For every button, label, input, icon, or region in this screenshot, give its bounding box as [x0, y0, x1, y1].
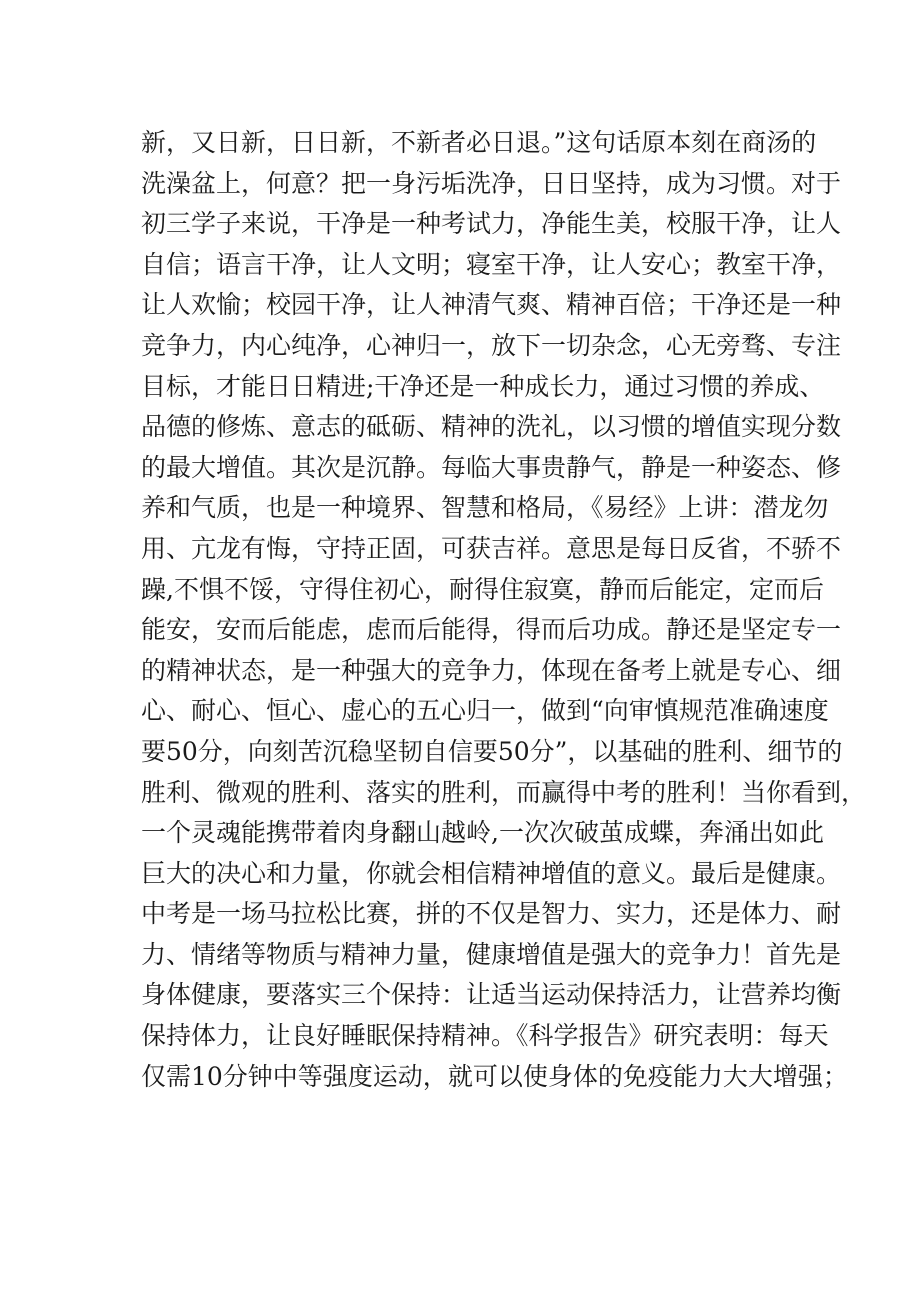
text-line: 仅需10分钟中等强度运动，就可以使身体的免疫能力大大增强；	[141, 1061, 848, 1091]
text-line: 身体健康，要落实三个保持：让适当运动保持活力，让营养均衡	[141, 980, 842, 1010]
text-line: 一个灵魂能携带着肉身翻山越岭,一次次破茧成蝶，奔涌出如此	[141, 818, 824, 848]
text-line: 巨大的决心和力量，你就会相信精神增值的意义。最后是健康。	[141, 858, 842, 888]
text-line: 让人欢愉；校园干净，让人神清气爽、精神百倍；干净还是一种	[141, 290, 842, 320]
text-line: 的最大增值。其次是沉静。每临大事贵静气，静是一种姿态、修	[141, 452, 842, 482]
text-line: 要50分，向刻苦沉稳坚韧自信要50分”，以基础的胜利、细节的	[141, 736, 843, 766]
text-line: 目标，才能日日精进;干净还是一种成长力，通过习惯的养成、	[141, 371, 825, 401]
text-line: 洗澡盆上，何意？把一身污垢洗净，日日坚持，成为习惯。对于	[141, 168, 842, 198]
text-line: 能安，安而后能虑，虑而后能得，得而后功成。静还是坚定专一	[141, 615, 842, 645]
text-line: 初三学子来说，干净是一种考试力，净能生美，校服干净，让人	[141, 209, 842, 239]
text-line: 力、情绪等物质与精神力量，健康增值是强大的竞争力！首先是	[141, 939, 842, 969]
text-line: 自信；语言干净，让人文明；寝室干净，让人安心；教室干净，	[141, 249, 842, 279]
text-line: 品德的修炼、意志的砥砺、精神的洗礼，以习惯的增值实现分数	[141, 412, 842, 442]
text-line: 的精神状态，是一种强大的竞争力，体现在备考上就是专心、细	[141, 655, 842, 685]
text-line: 新，又日新，日日新，不新者必日退。”这句话原本刻在商汤的	[141, 128, 817, 157]
body-paragraph	[141, 123, 867, 1097]
text-line: 养和气质，也是一种境界、智慧和格局，《易经》上讲：潜龙勿	[141, 493, 829, 523]
text-line: 躁,不惧不馁，守得住初心，耐得住寂寞，静而后能定，定而后	[141, 574, 824, 604]
text-line: 保持体力，让良好睡眠保持精神。《科学报告》研究表明：每天	[141, 1021, 829, 1051]
text-line: 用、亢龙有悔，守持正固，可获吉祥。意思是每日反省，不骄不	[141, 533, 842, 563]
text-line: 心、耐心、恒心、虚心的五心归一，做到“向审慎规范准确速度	[141, 696, 829, 726]
text-line: 胜利、微观的胜利、落实的胜利，而赢得中考的胜利！当你看到，	[141, 777, 867, 807]
text-line: 中考是一场马拉松比赛，拼的不仅是智力、实力，还是体力、耐	[141, 899, 842, 929]
text-line: 竞争力，内心纯净，心神归一，放下一切杂念，心无旁骛、专注	[141, 330, 842, 360]
